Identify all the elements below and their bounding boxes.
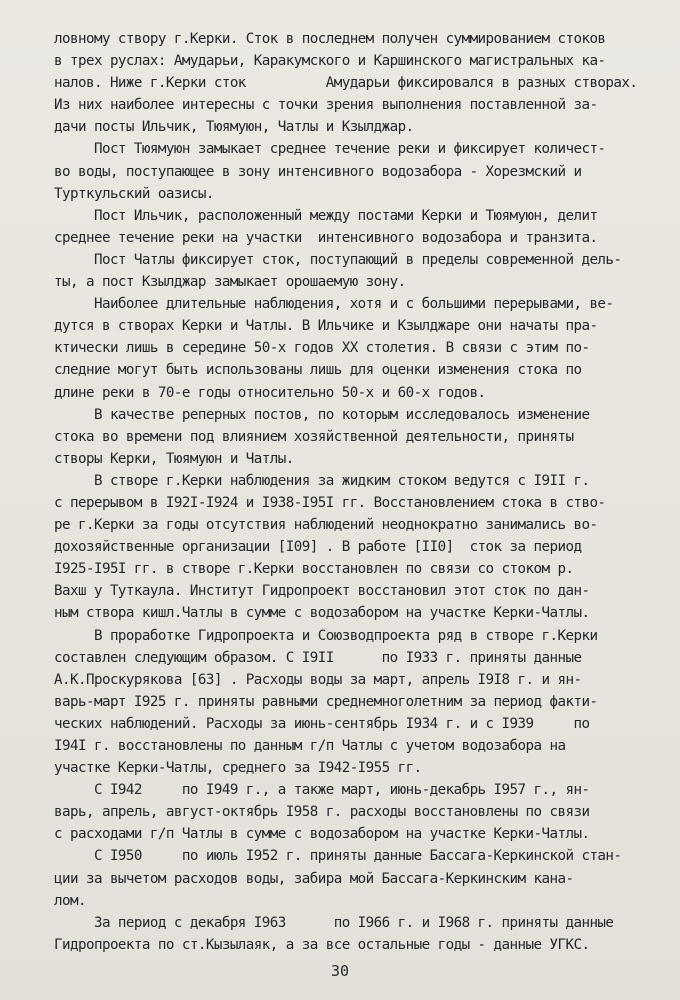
text-line: во воды, поступающее в зону интенсивного водозабора - Хорезмский и bbox=[54, 163, 582, 180]
text-line: ктически лишь в середине 50-х годов XX столетия. В связи с этим по- bbox=[54, 340, 590, 357]
text-line: Турткульский оазисы. bbox=[54, 185, 214, 202]
text-line: С I942 по I949 г., а также март, июнь-декабрь I957 г., ян- bbox=[54, 782, 590, 799]
text-line: дачи посты Ильчик, Тюямуюн, Чатлы и Кзылджар. bbox=[54, 119, 414, 136]
text-line: В проработке Гидропроекта и Союзводпроекта ряд в створе г.Керки bbox=[54, 627, 598, 644]
text-line: ции за вычетом расходов воды, забира мой Бассага-Керкинским кана- bbox=[54, 870, 574, 887]
text-line: Из них наиболее интересны с точки зрения выполнения поставленной за- bbox=[54, 97, 598, 114]
text-line: следние могут быть использованы лишь для оценки изменения стока по bbox=[54, 362, 582, 379]
text-line: ты, а пост Кзылджар замыкает орошаемую зону. bbox=[54, 274, 406, 291]
text-line: варь-март I925 г. приняты равными среднемноголетним за период факти- bbox=[54, 693, 598, 710]
text-line: I94I г. восстановлены по данным г/п Чатлы с учетом водозабора на bbox=[54, 738, 566, 754]
text-line: дутся в створах Керки и Чатлы. В Ильчике и Кзылджаре они начаты пра- bbox=[54, 318, 598, 335]
text-line: ре г.Керки за годы отсутствия наблюдений неоднократно занимались во- bbox=[54, 517, 598, 534]
text-line: Гидропроекта по ст.Кызылаяк, а за все остальные годы - данные УГКС. bbox=[54, 936, 590, 953]
text-line: ловному створу г.Керки. Сток в последнем получен суммированием стоков bbox=[54, 31, 606, 47]
text-line: с расходами г/п Чатлы в сумме с водозабором на участке Керки-Чатлы. bbox=[54, 826, 590, 843]
text-line: створы Керки, Тюямуюн и Чатлы. bbox=[54, 450, 294, 467]
text-line: участке Керки-Чатлы, среднего за I942-I955 гг. bbox=[54, 760, 422, 777]
text-line: Наиболее длительные наблюдения, хотя и с большими перерывами, ве- bbox=[54, 296, 614, 313]
text-line: налов. Ниже г.Керки сток Амударьи фиксировался в разных створах. bbox=[54, 75, 638, 92]
text-line: ческих наблюдений. Расходы за июнь-сентябрь I934 г. и с I939 по bbox=[54, 715, 590, 732]
text-line: варь, апрель, август-октябрь I958 г. расходы восстановлены по связи bbox=[54, 804, 590, 821]
text-line: В качестве реперных постов, по которым исследовалось изменение bbox=[54, 406, 590, 423]
text-line: длине реки в 70-е годы относительно 50-х и 60-х годов. bbox=[54, 384, 486, 401]
page-number: 30 bbox=[330, 962, 350, 980]
text-line: А.К.Проскурякова [63] . Расходы воды за март, апрель I9I8 г. и ян- bbox=[54, 671, 582, 688]
text-line: Пост Чатлы фиксирует сток, поступающий в пределы современной дель- bbox=[54, 251, 622, 268]
text-line: Пост Ильчик, расположенный между постами Керки и Тюямуюн, делит bbox=[54, 207, 598, 224]
text-line: Вахш у Туткаула. Институт Гидропроект восстановил этот сток по дан- bbox=[54, 583, 590, 600]
text-line: I925-I95I гг. в створе г.Керки восстановлен по связи со стоком р. bbox=[54, 561, 574, 578]
text-line: составлен следующим образом. С I9II по I933 г. приняты данные bbox=[54, 649, 582, 666]
text-line: С I950 по июль I952 г. приняты данные Бассага-Керкинской стан- bbox=[54, 848, 622, 865]
text-line: В створе г.Керки наблюдения за жидким стоком ведутся с I9II г. bbox=[54, 472, 590, 489]
text-line: лом. bbox=[54, 892, 86, 909]
text-line: дохозяйственные организации [I09] . В работе [II0] сток за период bbox=[54, 539, 582, 556]
text-line: среднее течение реки на участки интенсивного водозабора и транзита. bbox=[54, 229, 598, 246]
text-line: с перерывом в I92I-I924 и I938-I95I гг. Восстановлением стока в ство- bbox=[54, 494, 606, 511]
text-line: стока во времени под влиянием хозяйственной деятельности, приняты bbox=[54, 428, 574, 445]
body-text bbox=[54, 28, 654, 956]
text-line: Пост Тюямуюн замыкает среднее течение реки и фиксирует количест- bbox=[54, 141, 606, 158]
text-line: в трех руслах: Амударьи, Каракумского и Каршинского магистральных ка- bbox=[54, 53, 606, 70]
text-line: ным створа кишл.Чатлы в сумме с водозабором на участке Керки-Чатлы. bbox=[54, 605, 590, 622]
text-line: За период с декабря I963 по I966 г. и I968 г. приняты данные bbox=[54, 914, 614, 931]
